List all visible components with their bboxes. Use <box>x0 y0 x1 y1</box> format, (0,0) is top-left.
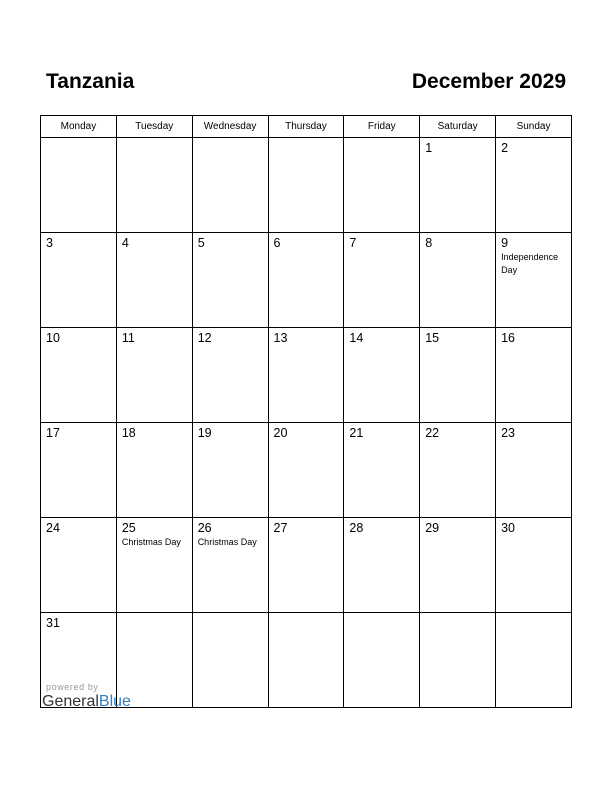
footer <box>42 682 131 711</box>
day-number: 15 <box>425 331 440 345</box>
day-cell[interactable] <box>41 233 117 328</box>
day-number: 17 <box>46 426 60 440</box>
day-number: 14 <box>349 331 364 345</box>
day-number: 1 <box>425 141 433 155</box>
day-cell[interactable] <box>420 518 496 613</box>
empty-day-cell <box>192 138 268 233</box>
empty-day-cell <box>344 613 420 708</box>
empty-day-cell <box>116 138 192 233</box>
day-number: 3 <box>46 236 53 250</box>
day-cell[interactable] <box>420 328 496 423</box>
day-cell[interactable] <box>116 233 192 328</box>
day-cell[interactable] <box>192 233 268 328</box>
day-number: 12 <box>197 331 212 345</box>
day-cell[interactable] <box>344 233 420 328</box>
day-cell[interactable] <box>496 138 572 233</box>
day-number: 13 <box>273 331 288 345</box>
day-cell[interactable] <box>496 233 572 328</box>
day-number: 31 <box>46 616 60 630</box>
weekday-thursday: Thursday <box>268 116 344 138</box>
day-cell[interactable] <box>344 423 420 518</box>
day-cell[interactable] <box>420 138 496 233</box>
day-number: 25 <box>121 521 136 535</box>
day-number: 16 <box>501 331 515 345</box>
day-number: 4 <box>121 236 129 250</box>
day-cell[interactable] <box>496 328 572 423</box>
month-year-title: December 2029 <box>411 70 566 93</box>
empty-day-cell <box>344 138 420 233</box>
day-cell[interactable] <box>496 423 572 518</box>
weekday-monday: Monday <box>41 116 117 138</box>
day-cell[interactable] <box>268 328 344 423</box>
country-title: Tanzania <box>46 70 135 93</box>
generalblue-logo[interactable] <box>42 693 131 711</box>
week-row <box>41 233 572 328</box>
day-cell[interactable] <box>268 518 344 613</box>
week-row <box>41 518 572 613</box>
day-cell[interactable] <box>268 423 344 518</box>
day-cell[interactable] <box>116 328 192 423</box>
weekday-sunday: Sunday <box>496 116 572 138</box>
week-row <box>41 138 572 233</box>
day-number: 26 <box>197 521 212 535</box>
weekday-tuesday: Tuesday <box>116 116 192 138</box>
day-cell[interactable] <box>344 518 420 613</box>
weekday-saturday: Saturday <box>420 116 496 138</box>
day-cell[interactable] <box>41 423 117 518</box>
day-number: 28 <box>349 521 364 535</box>
empty-day-cell <box>41 138 117 233</box>
empty-day-cell <box>496 613 572 708</box>
day-cell[interactable] <box>116 423 192 518</box>
week-row <box>41 423 572 518</box>
day-cell[interactable] <box>268 233 344 328</box>
day-number: 11 <box>121 331 135 345</box>
day-cell[interactable] <box>41 328 117 423</box>
day-number: 27 <box>273 521 288 535</box>
day-cell[interactable] <box>420 423 496 518</box>
calendar-header <box>46 70 566 100</box>
day-number: 7 <box>349 236 357 250</box>
week-row <box>41 328 572 423</box>
weekday-header-row <box>41 116 572 138</box>
day-cell[interactable] <box>344 328 420 423</box>
holiday-label: Independence Day <box>501 252 559 275</box>
powered-by-text: powered by <box>46 682 99 692</box>
weekday-friday: Friday <box>344 116 420 138</box>
day-cell[interactable] <box>496 518 572 613</box>
empty-day-cell <box>268 613 344 708</box>
day-number: 6 <box>273 236 281 250</box>
day-number: 21 <box>349 426 364 440</box>
day-number: 20 <box>273 426 288 440</box>
day-number: 30 <box>501 521 515 535</box>
brand-general: General <box>42 693 99 710</box>
day-number: 19 <box>197 426 212 440</box>
day-number: 18 <box>121 426 136 440</box>
day-number: 24 <box>46 521 60 535</box>
day-number: 2 <box>501 141 509 155</box>
weekday-wednesday: Wednesday <box>192 116 268 138</box>
day-cell[interactable] <box>192 518 268 613</box>
day-number: 29 <box>425 521 440 535</box>
day-cell[interactable] <box>41 518 117 613</box>
holiday-label: Christmas Day <box>121 537 181 547</box>
day-number: 23 <box>501 426 515 440</box>
day-number: 8 <box>425 236 433 250</box>
day-cell[interactable] <box>192 423 268 518</box>
holiday-label: Christmas Day <box>197 537 257 547</box>
day-cell[interactable] <box>192 328 268 423</box>
day-cell[interactable] <box>116 518 192 613</box>
brand-blue: Blue <box>98 693 131 710</box>
day-cell[interactable] <box>420 233 496 328</box>
calendar-grid <box>40 115 572 708</box>
empty-day-cell <box>192 613 268 708</box>
day-number: 10 <box>46 331 60 345</box>
day-number: 9 <box>501 236 509 250</box>
empty-day-cell <box>268 138 344 233</box>
day-number: 5 <box>197 236 205 250</box>
empty-day-cell <box>420 613 496 708</box>
day-number: 22 <box>425 426 440 440</box>
